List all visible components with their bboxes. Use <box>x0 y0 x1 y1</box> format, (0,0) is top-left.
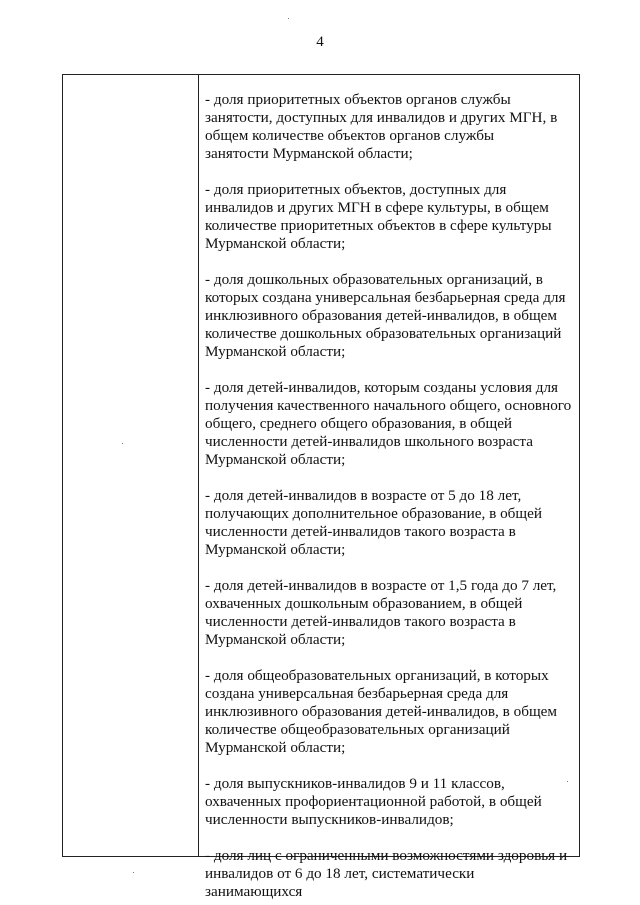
indicator-line: создана универсальная безбарьерная среда для <box>205 685 509 702</box>
indicator-table <box>62 74 580 900</box>
indicator-line: Мурманской области; <box>205 631 346 648</box>
indicator-line: которых создана универсальная безбарьерная среда для <box>205 289 566 306</box>
indicator-line: численности детей-инвалидов такого возраста в <box>205 523 516 540</box>
indicator-line: инклюзивного образования детей-инвалидов, в общем <box>205 307 557 324</box>
indicator-line: Мурманской области; <box>205 739 346 756</box>
indicator-line: - доля детей-инвалидов, которым созданы условия для <box>205 379 559 396</box>
scan-speck <box>567 781 568 782</box>
table-left-column <box>63 75 199 856</box>
indicator-item <box>205 577 573 649</box>
indicator-line: занятости, доступных для инвалидов и других МГН, в <box>205 109 558 126</box>
indicator-line: численности выпускников-инвалидов; <box>205 811 454 828</box>
indicator-line: Мурманской области; <box>205 235 346 252</box>
indicator-line: Мурманской области; <box>205 343 346 360</box>
indicator-line: охваченных профориентационной работой, в общей <box>205 793 542 810</box>
scan-speck <box>133 872 134 873</box>
indicator-item <box>205 667 573 757</box>
indicator-line: получения качественного начального общего, основного <box>205 397 572 414</box>
indicator-line: - доля приоритетных объектов органов службы <box>205 91 511 108</box>
indicator-line: количестве общеобразовательных организаций <box>205 721 510 738</box>
indicator-line: инвалидов и других МГН в сфере культуры, в общем <box>205 199 549 216</box>
indicator-line: - доля лиц с ограниченными возможностями здоровья и <box>205 847 568 864</box>
indicator-line: общем количестве объектов органов службы <box>205 127 495 144</box>
table-right-column <box>199 75 579 900</box>
page-number: 4 <box>316 34 324 50</box>
indicator-line: - доля общеобразовательных организаций, в которых <box>205 667 549 684</box>
indicator-line: инвалидов от 6 до 18 лет, систематически занимающихся <box>205 865 475 900</box>
indicator-line: численности детей-инвалидов такого возраста в <box>205 613 516 630</box>
indicator-line: охваченных дошкольным образованием, в общей <box>205 595 523 612</box>
indicator-line: численности детей-инвалидов школьного возраста <box>205 433 533 450</box>
scan-speck <box>122 443 123 444</box>
indicator-item <box>205 379 573 469</box>
indicator-line: инклюзивного образования детей-инвалидов, в общем <box>205 703 557 720</box>
indicator-item <box>205 847 573 901</box>
indicator-line: Мурманской области; <box>205 451 346 468</box>
indicator-line: Мурманской области; <box>205 541 346 558</box>
indicator-item <box>205 775 573 829</box>
indicator-line: общего, среднего общего образования, в общей <box>205 415 513 432</box>
scan-speck <box>288 18 289 19</box>
indicator-line: - доля дошкольных образовательных организаций, в <box>205 271 543 288</box>
indicator-item <box>205 487 573 559</box>
indicator-line: - доля выпускников-инвалидов 9 и 11 классов, <box>205 775 505 792</box>
indicator-line: количестве дошкольных образовательных организаций <box>205 325 562 342</box>
indicator-line: количестве приоритетных объектов в сфере культуры <box>205 217 552 234</box>
indicator-item <box>205 91 573 163</box>
indicator-line: - доля детей-инвалидов в возрасте от 1,5 года до 7 лет, <box>205 577 557 594</box>
indicator-line: - доля приоритетных объектов, доступных для <box>205 181 507 198</box>
indicator-line: занятости Мурманской области; <box>205 145 413 162</box>
indicator-line: - доля детей-инвалидов в возрасте от 5 до 18 лет, <box>205 487 522 504</box>
indicator-item <box>205 181 573 253</box>
indicator-item <box>205 271 573 361</box>
indicator-line: получающих дополнительное образование, в общей <box>205 505 542 522</box>
